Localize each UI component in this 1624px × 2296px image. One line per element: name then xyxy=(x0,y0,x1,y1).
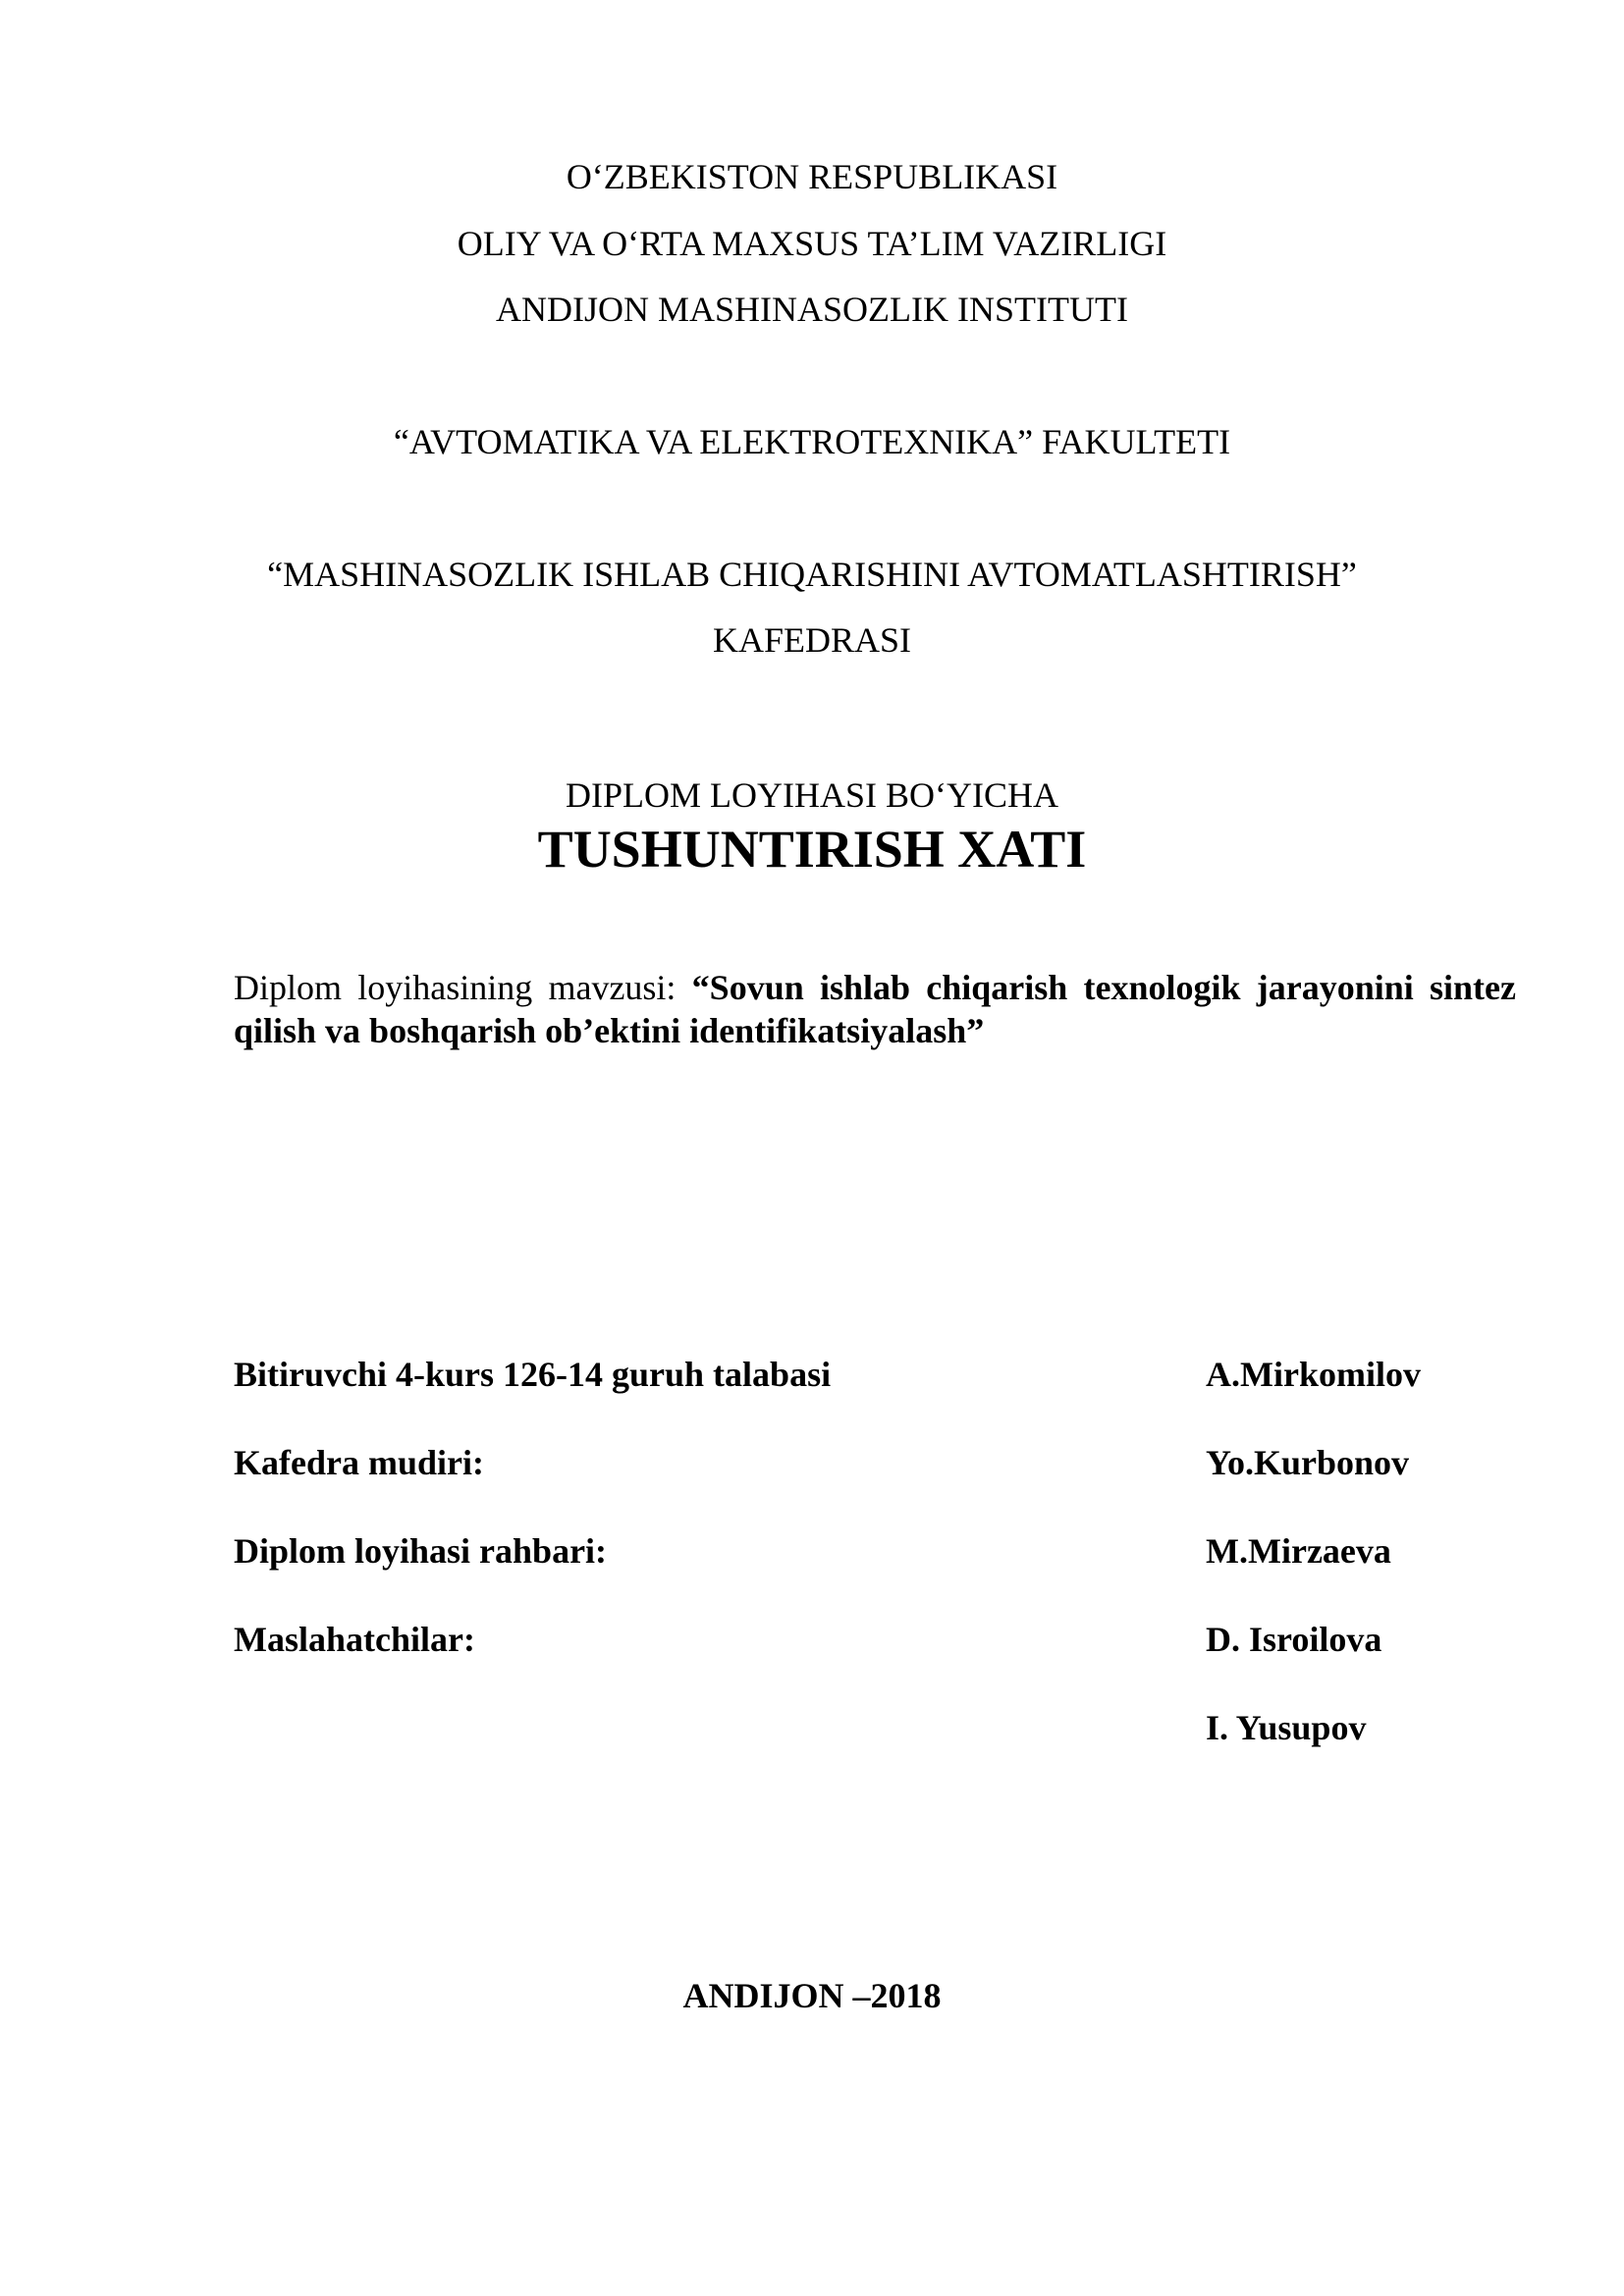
signatory-role: Kafedra mudiri: xyxy=(234,1443,484,1482)
signatory-role: Diplom loyihasi rahbari: xyxy=(234,1531,608,1571)
document-subtitle: DIPLOM LOYIHASI BO‘YICHA xyxy=(566,775,1058,815)
signatory-row xyxy=(234,1440,1516,1485)
signatory-row xyxy=(234,1617,1516,1662)
signatory-row xyxy=(234,1705,1516,1750)
signatory-name: Yo.Kurbonov xyxy=(1206,1443,1410,1482)
topic-value: “Sovun ishlab chiqarish texnologik jarayonini sintez qilish va boshqarish ob’ektini identifikatsiyalash” xyxy=(234,968,1516,1050)
city-year: ANDIJON –2018 xyxy=(682,1976,942,2015)
signatory-name: M.Mirzaeva xyxy=(1206,1531,1391,1571)
signatory-name: D. Isroilova xyxy=(1206,1620,1382,1659)
topic-label: Diplom loyihasining mavzusi: xyxy=(234,968,677,1007)
signatory-role: Maslahatchilar: xyxy=(234,1620,475,1659)
signatory-name: A.Mirkomilov xyxy=(1206,1355,1421,1394)
signatory-name: I. Yusupov xyxy=(1206,1708,1367,1747)
department-name: “MASHINASOZLIK ISHLAB CHIQARISHINI AVTOMATLASHTIRISH” xyxy=(267,555,1357,594)
header-institute: ANDIJON MASHINASOZLIK INSTITUTI xyxy=(496,290,1128,329)
header-republic: O‘ZBEKISTON RESPUBLIKASI xyxy=(566,157,1058,196)
signatory-row xyxy=(234,1352,1516,1397)
faculty-name: “AVTOMATIKA VA ELEKTROTEXNIKA” FAKULTETI xyxy=(393,422,1231,461)
project-topic xyxy=(234,966,1516,1052)
signatory-role: Bitiruvchi 4-kurs 126-14 guruh talabasi xyxy=(234,1355,832,1394)
document-title: TUSHUNTIRISH XATI xyxy=(537,820,1087,879)
department-suffix: KAFEDRASI xyxy=(712,620,912,660)
signatory-row xyxy=(234,1528,1516,1574)
header-ministry: OLIY VA O‘RTA MAXSUS TA’LIM VAZIRLIGI xyxy=(457,224,1167,263)
